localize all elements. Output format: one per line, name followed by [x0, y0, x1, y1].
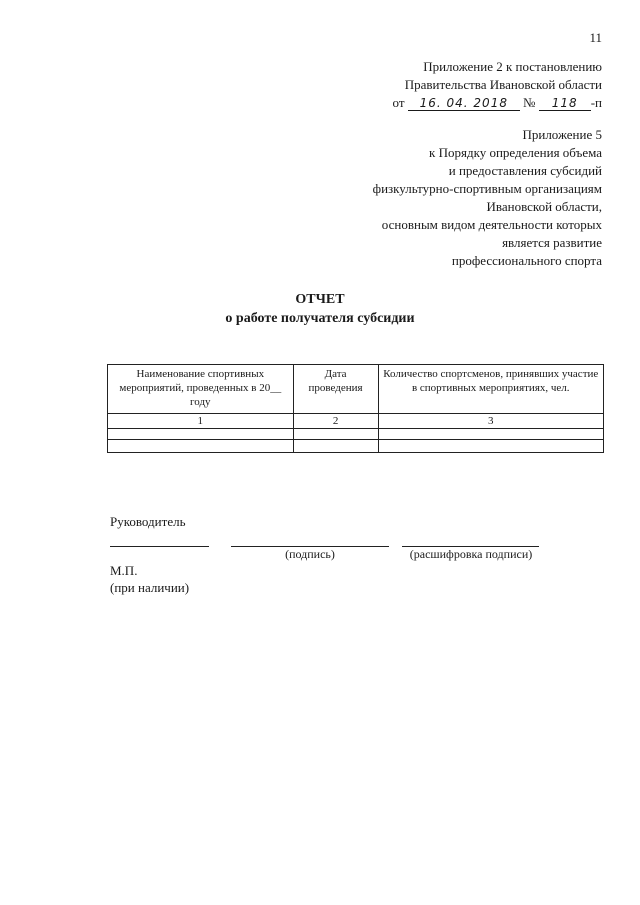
table-cell [108, 429, 294, 440]
table-row [108, 440, 604, 453]
table-cell [378, 429, 603, 440]
from-label: от [392, 95, 405, 110]
head-label: Руководитель [110, 514, 186, 529]
table-column-numbers-row [108, 414, 604, 429]
table-cell [293, 429, 378, 440]
header-cell-date: Дата проведения [293, 365, 378, 414]
report-title: ОТЧЕТ [295, 292, 345, 307]
attachment-5-line: является развитие [502, 235, 602, 250]
attachment-5-header [373, 126, 602, 270]
header-cell-event-name: Наименование спортивных мероприятий, проведенных в 20__ году [108, 365, 294, 414]
attachment-5-line: Ивановской области, [486, 199, 602, 214]
attachment-2-header [393, 58, 602, 112]
table-row [108, 429, 604, 440]
column-number-cell: 2 [293, 414, 378, 429]
attachment-5-line: Приложение 5 [522, 127, 602, 142]
attachment-5-line: и предоставления субсидий [448, 163, 602, 178]
handwritten-number: 118 [539, 96, 591, 111]
attachment-5-line: основным видом деятельности которых [381, 217, 602, 232]
attachment-5-line: физкультурно-спортивным организациям [372, 181, 602, 196]
table-cell [293, 440, 378, 453]
column-number-cell: 1 [108, 414, 294, 429]
attachment-2-line: Приложение 2 к постановлению [423, 59, 602, 74]
table-header-row [108, 365, 604, 414]
decoding-caption: (расшифровка подписи) [409, 547, 533, 561]
table-cell [378, 440, 603, 453]
attachment-5-line: к Порядку определения объема [429, 145, 602, 160]
decree-suffix: -п [590, 95, 602, 110]
position-line [110, 546, 209, 547]
page-number: 11 [589, 30, 602, 45]
handwritten-date: 16. 04. 2018 [408, 96, 520, 111]
report-subtitle: о работе получателя субсидии [225, 311, 415, 326]
header-cell-athletes-count: Количество спортсменов, принявших участие в спортивных мероприятиях, чел. [378, 365, 603, 414]
stamp-label: М.П. [110, 563, 138, 578]
attachment-2-line: Правительства Ивановской области [404, 77, 602, 92]
column-number-cell: 3 [378, 414, 603, 429]
report-table [107, 364, 604, 453]
decree-date-number-line [393, 94, 602, 112]
number-sign: № [523, 95, 536, 110]
stamp-note: (при наличии) [110, 580, 190, 595]
attachment-5-line: профессионального спорта [451, 253, 602, 268]
table-cell [108, 440, 294, 453]
signature-caption: (подпись) [285, 547, 335, 561]
